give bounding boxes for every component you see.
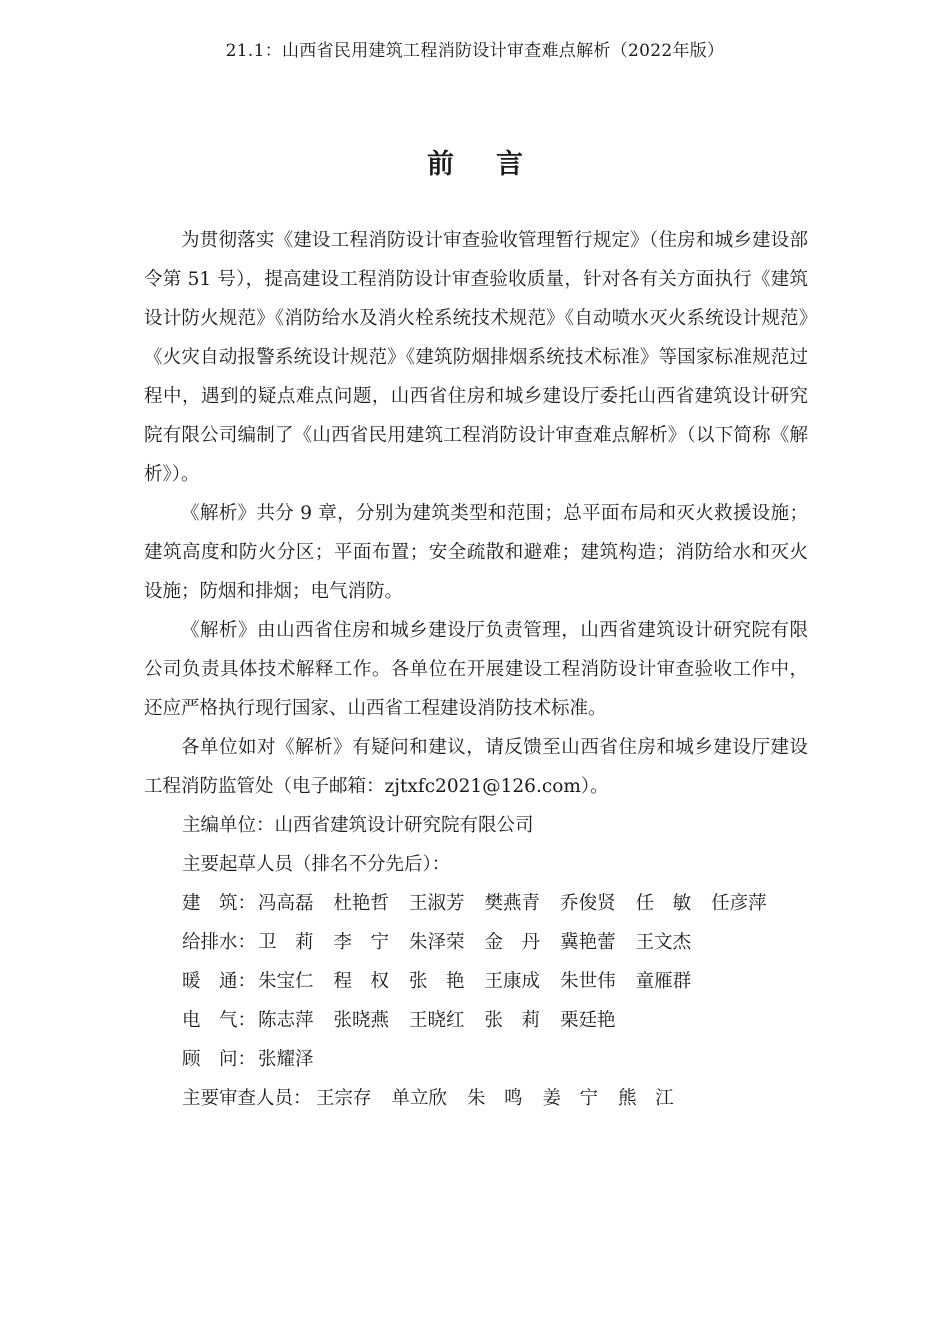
staff-names — [258, 884, 787, 923]
staff-name: 栗廷艳 — [560, 1010, 616, 1031]
paragraph-management: 《解析》由山西省住房和城乡建设厅负责管理，山西省建筑设计研究院有限公司负责具体技术解释工作。各单位在开展建设工程消防设计审查验收工作中，还应严格执行现行国家、山西省工程建设消防技术标准。 — [144, 620, 808, 719]
staff-name: 朱宝仁 — [258, 971, 314, 992]
staff-row-reviewers — [144, 1079, 808, 1118]
reviewer-names — [316, 1079, 694, 1118]
staff-row-advisor — [144, 1040, 808, 1079]
staff-name: 李 宁 — [333, 932, 390, 953]
paragraph-chapters: 《解析》共分 9 章，分别为建筑类型和范围；总平面布局和灭火救援设施；建筑高度和防火分区；平面布置；安全疏散和避难；建筑构造；消防给水和灭火设施；防烟和排烟；电气消防。 — [144, 503, 808, 602]
drafters-heading: 主要起草人员（排名不分先后）： — [182, 854, 451, 875]
staff-name: 童雁群 — [635, 971, 692, 992]
staff-name: 冯高磊 — [258, 893, 314, 914]
staff-names — [258, 1001, 636, 1040]
staff-name: 卫 莉 — [258, 932, 314, 953]
editor-unit: 主编单位：山西省建筑设计研究院有限公司 — [182, 815, 534, 836]
paragraph-feedback: 各单位如对《解析》有疑问和建议，请反馈至山西省住房和城乡建设厅建设工程消防监管处（电子邮箱：zjtxfc2021@126.com）。 — [144, 737, 808, 797]
preface-body — [144, 221, 808, 1118]
staff-name: 朱泽荣 — [409, 932, 465, 953]
staff-name: 王晓红 — [409, 1010, 465, 1031]
staff-name: 陈志萍 — [258, 1010, 314, 1031]
staff-name: 张 莉 — [484, 1010, 541, 1031]
staff-name: 任 敏 — [635, 893, 692, 914]
staff-name: 张耀泽 — [258, 1049, 314, 1070]
staff-label: 暖 通： — [182, 971, 257, 992]
staff-name: 张 艳 — [409, 971, 465, 992]
reviewer-name: 熊 江 — [618, 1088, 674, 1109]
staff-names — [258, 923, 711, 962]
staff-names — [258, 1040, 334, 1079]
staff-names — [258, 962, 711, 1001]
reviewers-label: 主要审查人员： — [182, 1088, 312, 1109]
staff-name: 任彦萍 — [711, 893, 767, 914]
staff-row-architecture — [144, 884, 808, 923]
staff-row-electrical — [144, 1001, 808, 1040]
staff-label: 给排水： — [182, 932, 257, 953]
reviewer-name: 单立欣 — [391, 1088, 448, 1109]
paragraph-background: 为贯彻落实《建设工程消防设计审查验收管理暂行规定》（住房和城乡建设部令第 51 号），提高建设工程消防设计审查验收质量，针对各有关方面执行《建筑设计防火规范》《消防给水及消火栓系统技术规范》《自动喷水灭火系统设计规范》《火灾自动报警系统设计规范》《建筑防烟排烟系统技术标准》等国家标准规范过程中，遇到的疑点难点问题，山西省住房和城乡建设厅委托山西省建筑设计研究院有限公司编制了《山西省民用建筑工程消防设计审查难点解析》（以下简称《解析》）。 — [144, 230, 808, 485]
staff-label: 顾 问： — [182, 1049, 257, 1070]
staff-row-hvac — [144, 962, 808, 1001]
staff-name: 乔俊贤 — [560, 893, 616, 914]
staff-label: 建 筑： — [182, 893, 257, 914]
staff-name: 樊燕青 — [484, 893, 541, 914]
staff-name: 朱世伟 — [560, 971, 616, 992]
staff-name: 王文杰 — [635, 932, 692, 953]
staff-name: 杜艳哲 — [333, 893, 390, 914]
staff-name: 王康成 — [484, 971, 541, 992]
staff-name: 金 丹 — [484, 932, 541, 953]
page-title: 前言 — [427, 149, 565, 180]
staff-name: 冀艳蕾 — [560, 932, 616, 953]
reviewer-name: 王宗存 — [316, 1088, 372, 1109]
staff-label: 电 气： — [182, 1010, 257, 1031]
staff-name: 王淑芳 — [409, 893, 465, 914]
reviewer-name: 姜 宁 — [542, 1088, 599, 1109]
staff-row-plumbing — [144, 923, 808, 962]
reviewer-name: 朱 鸣 — [467, 1088, 523, 1109]
staff-name: 张晓燕 — [333, 1010, 390, 1031]
staff-name: 程 权 — [333, 971, 390, 992]
page-header: 21.1：山西省民用建筑工程消防设计审查难点解析（2022年版） — [225, 41, 725, 61]
